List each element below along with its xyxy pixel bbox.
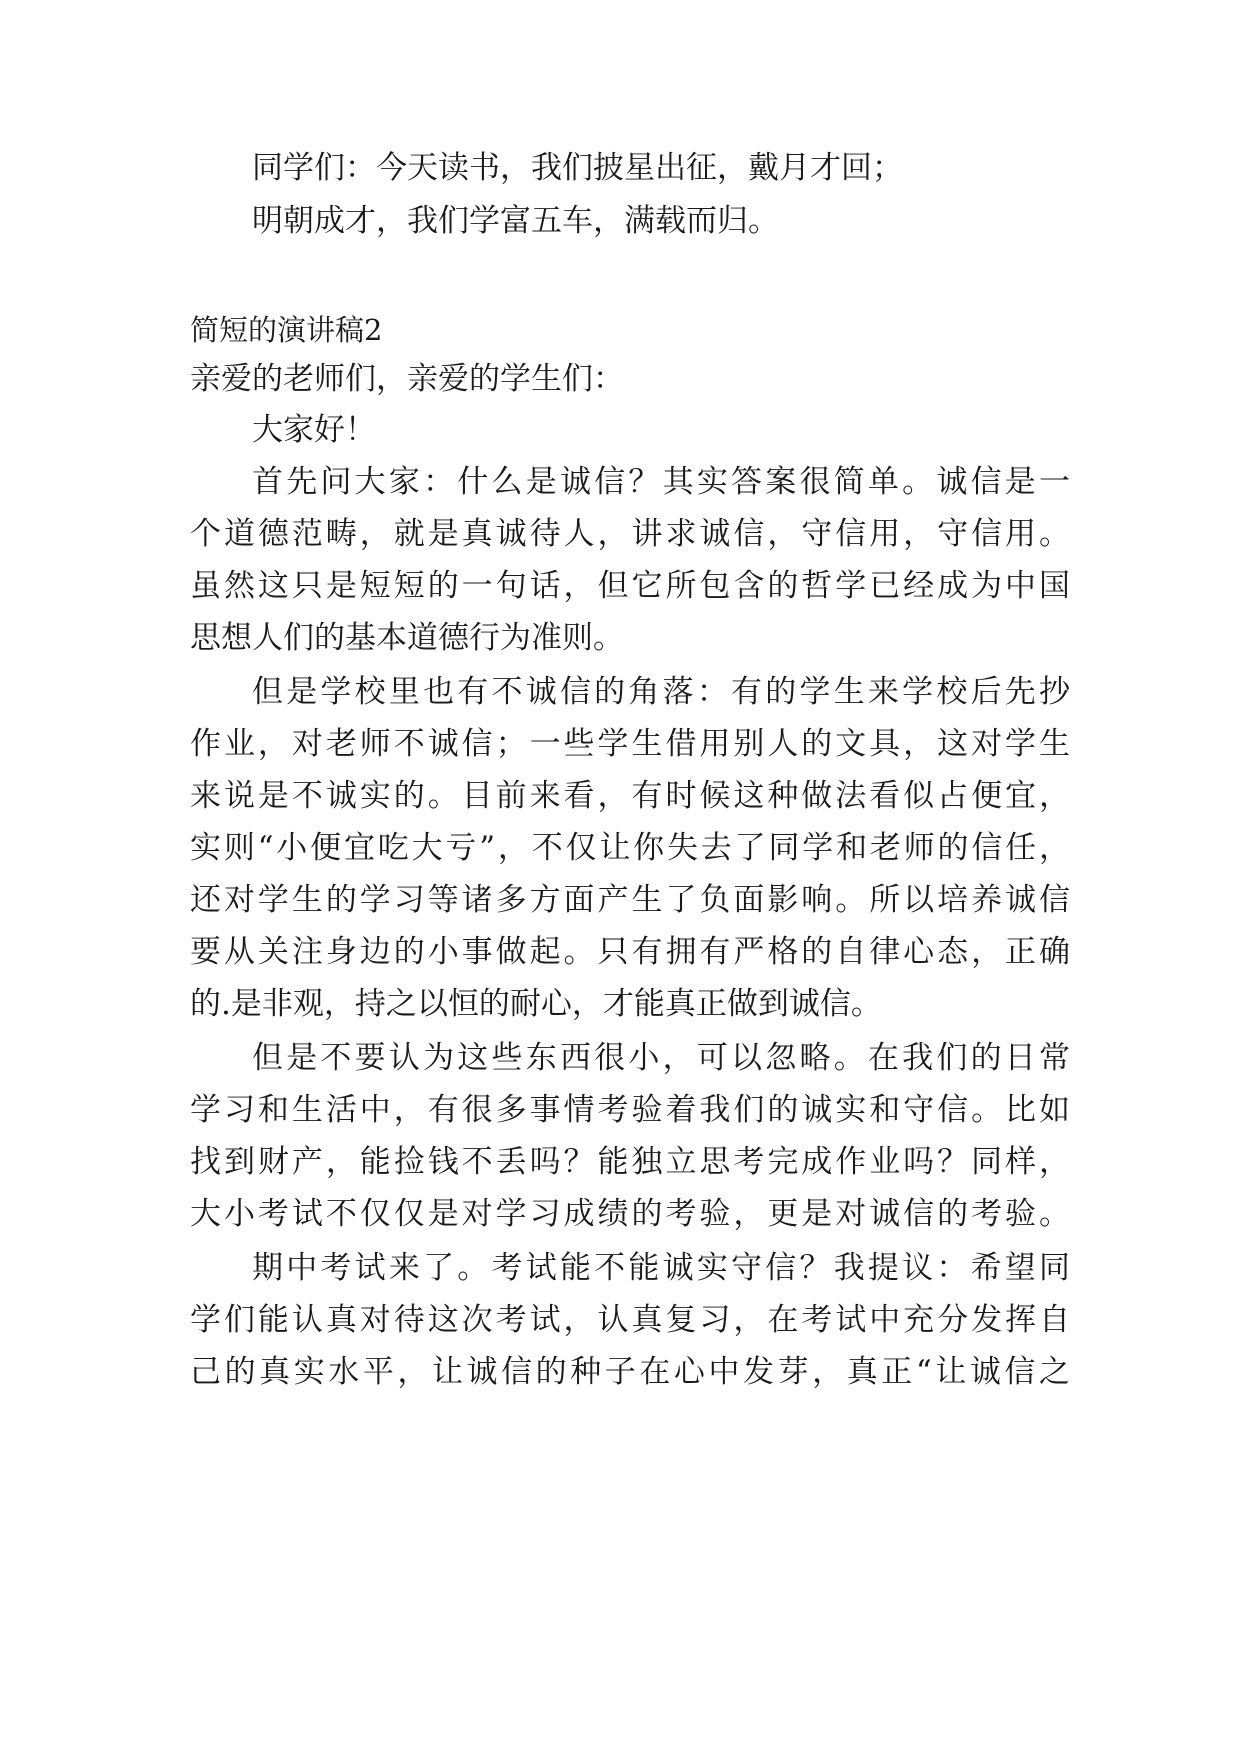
paragraph-2-line-5: 还对学生的学习等诸多方面产生了负面影响。所以培养诚信 [190, 882, 1070, 918]
salutation: 亲爱的老师们，亲爱的学生们： [190, 361, 624, 397]
paragraph-2-line-7: 的.是非观，持之以恒的耐心，才能真正做到诚信。 [190, 986, 882, 1022]
paragraph-4-line-2: 学们能认真对待这次考试，认真复习，在考试中充分发挥自 [190, 1302, 1070, 1338]
paragraph-1-line-4: 思想人们的基本道德行为准则。 [190, 620, 624, 656]
section-title: 简短的演讲稿2 [190, 313, 383, 347]
paragraph-2-line-6: 要从关注身边的小事做起。只有拥有严格的自律心态，正确 [190, 934, 1070, 970]
paragraph-4-line-1: 期中考试来了。考试能不能诚实守信？我提议：希望同 [252, 1250, 1070, 1286]
paragraph-1-line-2: 个道德范畴，就是真诚待人，讲求诚信，守信用，守信用。 [190, 516, 1070, 552]
greeting: 大家好！ [252, 412, 376, 448]
paragraph-2-line-3: 来说是不诚实的。目前来看，有时候这种做法看似占便宜， [190, 778, 1070, 814]
paragraph-1-line-3: 虽然这只是短短的一句话，但它所包含的哲学已经成为中国 [190, 568, 1070, 604]
paragraph-3-line-1: 但是不要认为这些东西很小，可以忽略。在我们的日常 [252, 1040, 1070, 1076]
paragraph-2-line-2: 作业，对老师不诚信；一些学生借用别人的文具，这对学生 [190, 726, 1070, 762]
paragraph-4-line-3: 己的真实水平，让诚信的种子在心中发芽，真正“让诚信之 [190, 1354, 1070, 1390]
paragraph-2-line-1: 但是学校里也有不诚信的角落：有的学生来学校后先抄 [252, 674, 1070, 710]
paragraph-3-line-4: 大小考试不仅仅是对学习成绩的考验，更是对诚信的考验。 [190, 1196, 1070, 1232]
paragraph-3-line-2: 学习和生活中，有很多事情考验着我们的诚实和守信。比如 [190, 1092, 1070, 1128]
paragraph-1-line-1: 首先问大家：什么是诚信？其实答案很简单。诚信是一 [252, 464, 1070, 500]
paragraph-3-line-3: 找到财产，能捡钱不丢吗？能独立思考完成作业吗？同样， [190, 1144, 1070, 1180]
intro-line-1: 同学们：今天读书，我们披星出征，戴月才回； [252, 150, 903, 186]
paragraph-2-line-4: 实则“小便宜吃大亏”，不仅让你失去了同学和老师的信任， [190, 830, 1070, 866]
intro-line-2: 明朝成才，我们学富五车，满载而归。 [252, 203, 779, 239]
